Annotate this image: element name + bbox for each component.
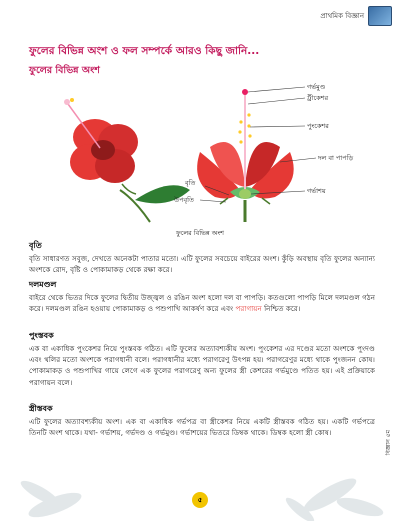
body-text: নিশ্চিত করে। <box>264 304 301 314</box>
label-epicalyx: উপবৃতি <box>174 196 194 204</box>
section-heading: স্ত্রীস্তবক <box>29 404 53 413</box>
page-number-badge: ৫ <box>192 492 208 508</box>
section-subtitle: ফুলের বিভিন্ন অংশ <box>29 65 100 76</box>
laptop-icon <box>368 6 392 26</box>
flower-parts-diagram <box>40 82 360 227</box>
figure-caption: ফুলের বিভিন্ন অংশ <box>175 229 225 237</box>
highlight-term: পরাগায়ন <box>235 304 262 314</box>
section-body <box>29 292 375 314</box>
dissected-hibiscus-illustration <box>197 89 294 222</box>
section-androecium <box>29 330 375 388</box>
label-sepal: বৃতি <box>185 179 196 187</box>
section-corolla <box>29 279 375 314</box>
section-body: এটি ফুলের অত্যাবশ্যকীয় অংশ। এক বা একাধিক গর্ভপত্র বা স্ত্রীকেশর নিয়ে একটি স্ত্রীস্তবক গঠিত হয়। একটি গর্ভপত্রে তিনটি অংশ থাকে। যথা- গর্ভাশয়, গর্ভদণ্ড ও গর্ভমুণ্ড। গর্ভাশয়ের ভিতরে ডিম্বক থাকে। ডিম্বক হলো স্ত্রী কোষ। <box>29 417 375 438</box>
side-note: বিজ্ঞান ৫ম <box>385 430 392 456</box>
section-body: এক বা একাধিক পুংকেশর নিয়ে পুংস্তবক গঠিত। এটি ফুলের অত্যাবশ্যকীয় অংশ। পুংকেশর এর দণ্ডের মতো অংশকে পুংদণ্ড এবং থলির মতো অংশকে পরাগধানী বলে। পরাগধানীর মধ্যে পরাগরেণু উৎপন্ন হয়। পরাগরেণুর মধ্যে থাকে পুংজনন কোষ। পোকামাকড় ও পশুপাখির গায়ে লেগে এক ফুলের পরাগরেণু অন্য ফুলের স্ত্রী কেশরের গর্ভমুণ্ডে পতিত হয়। এই প্রক্রিয়াকে পরাগায়ন বলে। <box>29 344 375 387</box>
section-heading: বৃতি <box>29 241 42 250</box>
label-petal: দল বা পাপড়ি <box>318 154 354 162</box>
label-ovary: গর্ভাশয় <box>307 187 326 195</box>
label-stamen: পুংকেশর <box>307 122 329 130</box>
label-stigma: গর্ভমুণ্ড <box>307 83 326 91</box>
header-badge <box>320 6 392 26</box>
section-sepal <box>29 240 375 275</box>
section-gynoecium <box>29 403 375 438</box>
section-body: বৃতি সাধারণত সবুজ, দেখতে অনেকটা পাতার মতো। এটি ফুলের সবচেয়ে বাইরের অংশ। কুঁড়ি অবস্থায় বৃতি ফুলের অন্যান্য অংশকে রোদ, বৃষ্টি ও পোকামাকড় থেকে রক্ষা করে। <box>29 254 375 275</box>
page-title: ফুলের বিভিন্ন অংশ ও ফল সম্পর্কে আরও কিছু জানি... <box>29 45 260 57</box>
subject-label: প্রাথমিক বিজ্ঞান <box>320 12 364 20</box>
decorative-leaves <box>0 455 400 521</box>
small-hibiscus-illustration <box>64 98 190 222</box>
section-heading: দলমণ্ডল <box>29 280 57 289</box>
body-text: বাইরে থেকে ভিতর দিকে ফুলের দ্বিতীয় উজ্জ্বল ও রঙিন অংশ হলো দল বা পাপড়ি। কতগুলো পাপড়ি মিলে দলমণ্ডল গঠন করে। দলমণ্ডল রঙিন হওয়ায় পোকামাকড় ও পশুপাখি আকর্ষণ করে এবং <box>29 293 375 314</box>
section-heading: পুংস্তবক <box>29 331 54 340</box>
label-anther: ট্রীকেশর <box>307 94 329 102</box>
